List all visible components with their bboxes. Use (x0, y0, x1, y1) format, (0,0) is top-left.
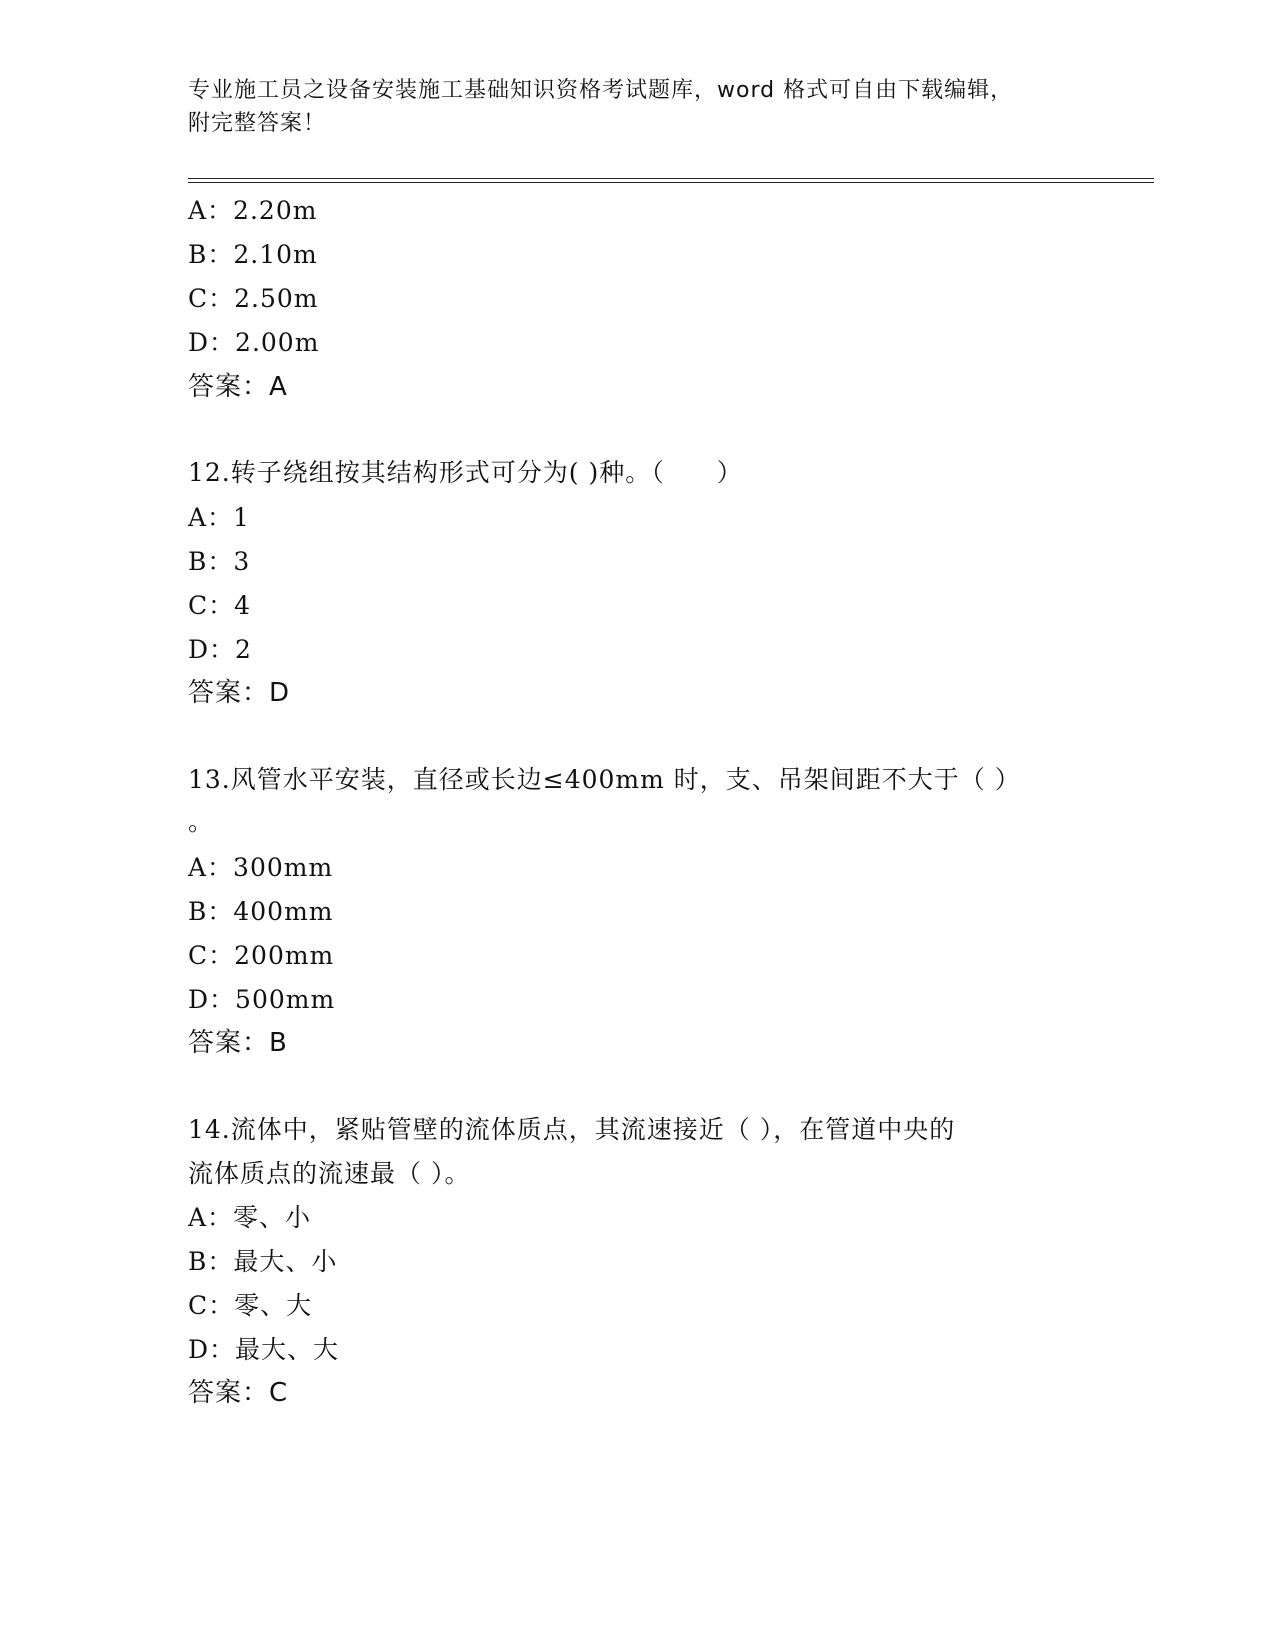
q14-option-a: A：零、小 (188, 1203, 312, 1232)
header-divider-top (188, 178, 1154, 179)
q14-option-b: B：最大、小 (188, 1247, 338, 1276)
header-line-2: 附完整答案！ (188, 111, 327, 136)
q11-option-b: B：2.10m (188, 240, 318, 269)
q12-answer: 答案：D (188, 678, 291, 708)
q13-option-b: B：400mm (188, 897, 334, 926)
q13-answer: 答案：B (188, 1028, 288, 1058)
header-divider-bottom (188, 182, 1154, 183)
q13-question-line-2: 。 (188, 807, 215, 836)
q11-answer: 答案：A (188, 372, 288, 402)
q14-answer: 答案：C (188, 1378, 289, 1408)
q12-option-d: D：2 (188, 635, 252, 664)
q11-option-c: C：2.50m (188, 284, 319, 313)
q14-option-d: D：最大、大 (188, 1335, 340, 1364)
q14-option-c: C：零、大 (188, 1291, 313, 1320)
q12-option-c: C：4 (188, 591, 252, 620)
q12-option-a: A：1 (188, 503, 250, 532)
q12-option-b: B：3 (188, 547, 251, 576)
q11-option-d: D：2.00m (188, 328, 320, 357)
q13-option-c: C：200mm (188, 941, 335, 970)
q13-option-a: A：300mm (188, 853, 334, 882)
document-header (188, 74, 1068, 140)
q14-question-line-2: 流体质点的流速最（ ）。 (188, 1159, 471, 1188)
header-line-1: 专业施工员之设备安装施工基础知识资格考试题库，word 格式可自由下载编辑， (188, 78, 1014, 103)
q11-option-a: A：2.20m (188, 196, 318, 225)
q14-question-line-1: 14.流体中，紧贴管壁的流体质点，其流速接近（ ），在管道中央的 (188, 1115, 956, 1144)
q13-option-d: D：500mm (188, 985, 336, 1014)
q12-question: 12.转子绕组按其结构形式可分为( )种。（ ） (188, 458, 743, 487)
q13-question-line-1: 13.风管水平安装，直径或长边≤400mm 时，支、吊架间距不大于（ ） (188, 765, 1021, 794)
